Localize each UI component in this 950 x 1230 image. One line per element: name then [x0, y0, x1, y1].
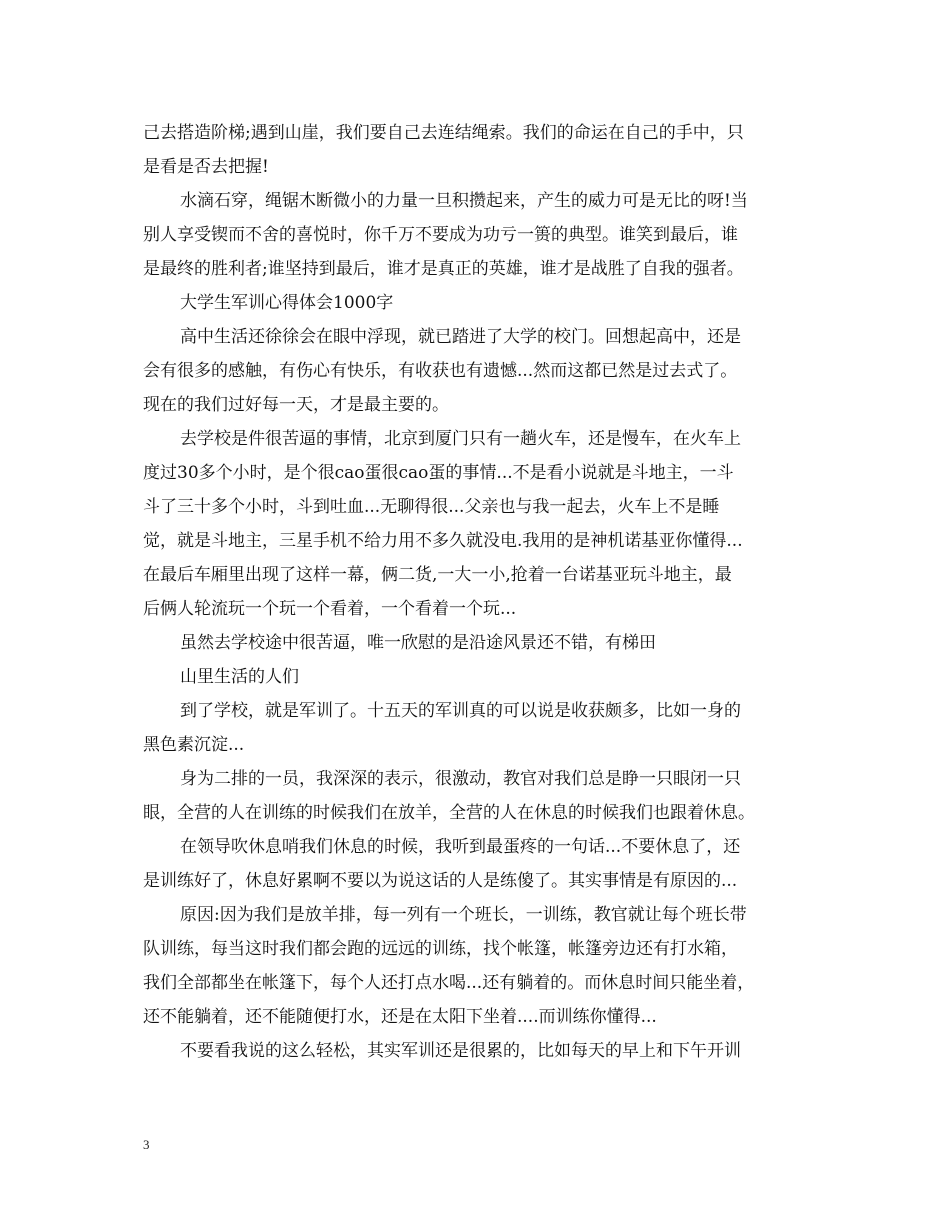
text-line: 是最终的胜利者;谁坚持到最后，谁才是真正的英雄，谁才是战胜了自我的强者。 — [143, 259, 744, 279]
text-line: 山里生活的人们 — [180, 667, 299, 687]
text-line: 到了学校，就是军训了。十五天的军训真的可以说是收获颇多，比如一身的 — [180, 701, 741, 721]
text-line: 斗了三十多个小时，斗到吐血...无聊得很...父亲也与我一起去，火车上不是睡 — [143, 497, 720, 517]
text-line: 水滴石穿，绳锯木断微小的力量一旦积攒起来，产生的威力可是无比的呀!当 — [180, 191, 748, 211]
text-line: 会有很多的感触，有伤心有快乐，有收获也有遗憾...然而这都已然是过去式了。 — [143, 361, 738, 381]
text-line: 去学校是件很苦逼的事情，北京到厦门只有一趟火车，还是慢车，在火车上 — [180, 429, 741, 449]
document-body — [143, 116, 823, 1068]
text-line: 眼，全营的人在训练的时候我们在放羊，全营的人在休息的时候我们也跟着休息。 — [143, 803, 755, 823]
text-line: 是训练好了，休息好累啊不要以为说这话的人是练傻了。其实事情是有原因的... — [143, 871, 738, 891]
text-line: 我们全部都坐在帐篷下，每个人还打点水喝...还有躺着的。而休息时间只能坐着， — [143, 973, 755, 993]
text-line: 度过30多个小时，是个很cao蛋很cao蛋的事情...不是看小说就是斗地主，一斗 — [143, 463, 734, 483]
text-line: 虽然去学校途中很苦逼，唯一欣慰的是沿途风景还不错，有梯田 — [180, 633, 656, 653]
text-line: 队训练，每当这时我们都会跑的远远的训练，找个帐篷，帐篷旁边还有打水箱， — [143, 939, 738, 959]
text-line: 黑色素沉淀... — [143, 735, 245, 755]
text-line: 高中生活还徐徐会在眼中浮现，就已踏进了大学的校门。回想起高中，还是 — [180, 327, 741, 347]
text-line: 在领导吹休息哨我们休息的时候，我听到最蛋疼的一句话...不要休息了，还 — [180, 837, 741, 857]
text-line: 是看是否去把握! — [143, 157, 269, 177]
text-line: 现在的我们过好每一天，才是最主要的。 — [143, 395, 449, 415]
text-line: 不要看我说的这么轻松，其实军训还是很累的，比如每天的早上和下午开训 — [180, 1041, 741, 1061]
text-line: 在最后车厢里出现了这样一幕，俩二货,一大一小,抢着一台诺基亚玩斗地主，最 — [143, 565, 732, 585]
text-line: 原因:因为我们是放羊排，每一列有一个班长，一训练，教官就让每个班长带 — [180, 905, 747, 925]
text-line: 己去搭造阶梯;遇到山崖，我们要自己去连结绳索。我们的命运在自己的手中，只 — [143, 123, 744, 143]
text-line: 觉，就是斗地主，三星手机不给力用不多久就没电.我用的是神机诺基亚你懂得... — [143, 531, 743, 551]
text-line: 还不能躺着，还不能随便打水，还是在太阳下坐着....而训练你懂得... — [143, 1007, 657, 1027]
section-heading: 大学生军训心得体会1000字 — [180, 293, 394, 313]
text-line: 后俩人轮流玩一个玩一个看着，一个看着一个玩... — [143, 599, 517, 619]
text-line: 身为二排的一员，我深深的表示，很激动，教官对我们总是睁一只眼闭一只 — [180, 769, 741, 789]
page-number: 3 — [143, 1137, 150, 1152]
text-line: 别人享受锲而不舍的喜悦时，你千万不要成为功亏一篑的典型。谁笑到最后，谁 — [143, 225, 738, 245]
